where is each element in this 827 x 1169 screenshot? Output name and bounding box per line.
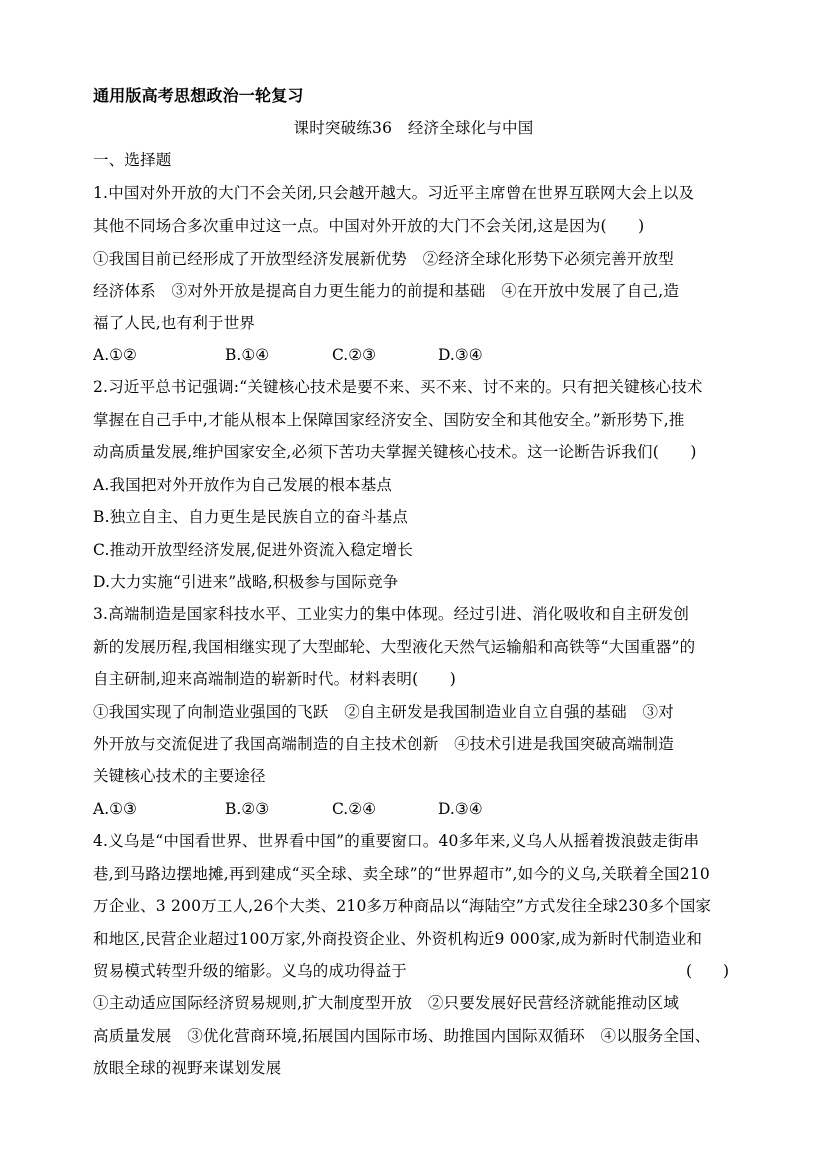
q4-line: 高质量发展 ③优化营商环境,拓展国内国际市场、助推国内国际双循环 ④以服务全国、 — [93, 1027, 711, 1045]
q1-line: 1.中国对外开放的大门不会关闭,只会越开越大。习近平主席曾在世界互联网大会上以及 — [93, 184, 695, 202]
q2-option-c[interactable]: C.推动开放型经济发展,促进外资流入稳定增长 — [93, 541, 414, 559]
q4-line: 贸易模式转型升级的缩影。义乌的成功得益于 — [93, 962, 408, 980]
q1-line: ①我国目前已经形成了开放型经济发展新优势 ②经济全球化形势下必须完善开放型 — [93, 250, 674, 268]
q4-line: 万企业、3 200万工人,26个大类、210多万种商品以“海陆空”方式发往全球230多个国家 — [93, 897, 712, 915]
q3-option-d[interactable]: D.③④ — [438, 800, 483, 818]
q3-option-a[interactable]: A.①③ — [93, 800, 137, 818]
q1-option-d[interactable]: D.③④ — [438, 346, 483, 364]
q2-line: 2.习近平总书记强调:“关键核心技术是要不来、买不来、讨不来的。只有把关键核心技术 — [93, 378, 703, 396]
q3-option-b[interactable]: B.②③ — [225, 800, 270, 818]
q4-line: 放眼全球的视野来谋划发展 — [93, 1059, 282, 1077]
q3-line: 外开放与交流促进了我国高端制造的自主技术创新 ④技术引进是我国突破高端制造 — [93, 735, 674, 753]
q1-line: 经济体系 ③对外开放是提高自力更生能力的前提和基础 ④在开放中发展了自己,造 — [93, 282, 680, 300]
section-title: 一、选择题 — [93, 151, 172, 169]
series-title: 通用版高考思想政治一轮复习 — [93, 86, 304, 105]
q4-line: 4.义乌是“中国看世界、世界看中国”的重要窗口。40多年来,义乌人从摇着拨浪鼓走街串 — [93, 832, 700, 850]
q2-option-b[interactable]: B.独立自主、自力更生是民族自立的奋斗基点 — [93, 508, 409, 526]
q3-line: 自主研制,迎来高端制造的崭新时代。材料表明( ) — [93, 670, 457, 688]
q4-line: 和地区,民营企业超过100万家,外商投资企业、外资机构近9 000家,成为新时代制造业和 — [93, 930, 703, 948]
q1-line: 其他不同场合多次重申过这一点。中国对外开放的大门不会关闭,这是因为( ) — [93, 217, 645, 235]
q3-option-c[interactable]: C.②④ — [332, 800, 377, 818]
q1-option-a[interactable]: A.①② — [93, 346, 137, 364]
q4-line: ①主动适应国际经济贸易规则,扩大制度型开放 ②只要发展好民营经济就能推动区域 — [93, 994, 680, 1012]
q3-line: 关键核心技术的主要途径 — [93, 767, 266, 785]
q1-option-b[interactable]: B.①④ — [225, 346, 270, 364]
q3-line: 3.高端制造是国家科技水平、工业实力的集中体现。经过引进、消化吸收和自主研发创 — [93, 605, 690, 623]
q2-line: 动高质量发展,维护国家安全,必须下苦功夫掌握关键核心技术。这一论断告诉我们( ) — [93, 443, 697, 461]
q2-option-d[interactable]: D.大力实施“引进来”战略,积极参与国际竞争 — [93, 573, 399, 591]
q3-line: 新的发展历程,我国相继实现了大型邮轮、大型液化天然气运输船和高铁等“大国重器”的 — [93, 638, 696, 656]
q3-line: ①我国实现了向制造业强国的飞跃 ②自主研发是我国制造业自立自强的基础 ③对 — [93, 703, 674, 721]
q4-answer-paren[interactable]: ( ) — [686, 962, 730, 980]
q1-option-c[interactable]: C.②③ — [332, 346, 377, 364]
q2-option-a[interactable]: A.我国把对外开放作为自己发展的根本基点 — [93, 476, 393, 494]
q2-line: 掌握在自己手中,才能从根本上保障国家经济安全、国防安全和其他安全。”新形势下,推 — [93, 411, 685, 429]
q4-line: 巷,到马路边摆地摊,再到建成“买全球、卖全球”的“世界超市”,如今的义乌,关联着全国210 — [93, 865, 710, 883]
lesson-title: 课时突破练36 经济全球化与中国 — [293, 119, 534, 137]
q1-line: 福了人民,也有利于世界 — [93, 314, 256, 332]
